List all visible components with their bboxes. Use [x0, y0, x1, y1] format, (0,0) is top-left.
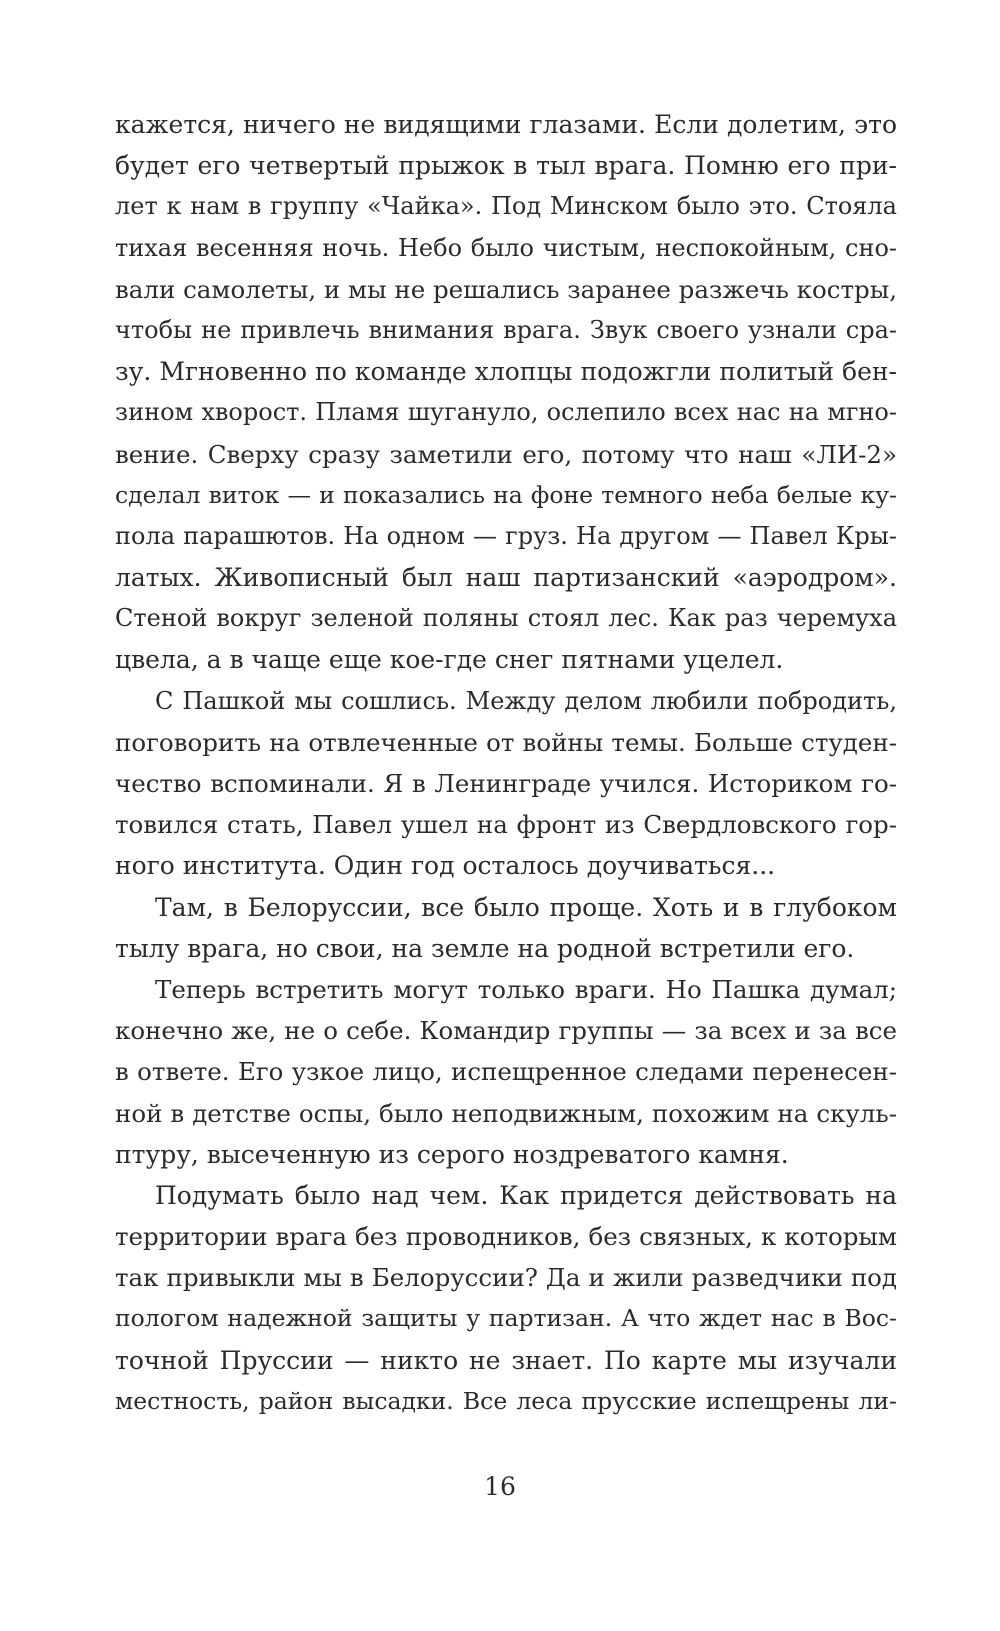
text-line: местность, район высадки. Все леса прусские испещрены ли- — [115, 1386, 897, 1415]
text-line: зином хворост. Пламя шугануло, ослепило всех нас на мгно- — [115, 398, 897, 427]
text-line: пологом надежной защиты у партизан. А что ждет нас в Вос- — [115, 1304, 897, 1333]
text-line: чтобы не привлечь внимания врага. Звук своего узнали сра- — [115, 315, 897, 344]
text-line: в ответе. Его узкое лицо, испещренное следами перенесен- — [115, 1057, 897, 1087]
paragraph-first-line: Теперь встретить могут только враги. Но Пашка думал; — [155, 974, 897, 1004]
text-line: кажется, ничего не видящими глазами. Если долетим, это — [115, 110, 897, 139]
text-line: поговорить на отвлеченные от войны темы. Больше студен- — [115, 727, 897, 757]
text-line: лет к нам в группу «Чайка». Под Минском было это. Стояла — [115, 192, 897, 221]
text-line: территории врага без проводников, без связных, к которым — [115, 1222, 897, 1252]
text-line: тылу врага, но свои, на земле на родной встретили его. — [115, 933, 855, 963]
paragraph-first-line: С Пашкой мы сошлись. Между делом любили побродить, — [155, 686, 897, 715]
text-line: вение. Сверху сразу заметили его, потому что наш «ЛИ-2» — [115, 439, 897, 469]
text-line: птуру, высеченную из серого ноздреватого камня. — [115, 1139, 789, 1169]
text-line: зу. Мгновенно по команде хлопцы подожгли политый бен- — [115, 357, 897, 387]
text-line: вали самолеты, и мы не решались заранее разжечь костры, — [115, 274, 897, 304]
paragraph-first-line: Подумать было над чем. Как придется действовать на — [155, 1180, 897, 1210]
paragraph-first-line: Там, в Белоруссии, все было проще. Хоть и в глубоком — [155, 892, 897, 922]
text-line: чество вспоминали. Я в Ленинграде учился. Историком го- — [115, 769, 897, 798]
text-line: сделал виток — и показались на фоне темного неба белые ку- — [115, 480, 897, 509]
text-line: так привыкли мы в Белоруссии? Да и жили разведчики под — [115, 1263, 897, 1293]
text-line: пола парашютов. На одном — груз. На другом — Павел Кры- — [115, 521, 897, 550]
text-line: конечно же, не о себе. Командир группы — за всех и за все — [115, 1016, 897, 1046]
text-line: будет его четвертый прыжок в тыл врага. Помню его при- — [115, 151, 897, 181]
page-number: 16 — [484, 1472, 516, 1501]
text-line: ного института. Один год осталось доучиваться... — [115, 851, 776, 881]
text-line: тихая весенняя ночь. Небо было чистым, неспокойным, сно- — [115, 233, 897, 262]
text-line: точной Пруссии — никто не знает. По карте мы изучали — [115, 1345, 897, 1375]
text-line: латых. Живописный был наш партизанский «аэродром». — [115, 563, 897, 593]
text-line: ной в детстве оспы, было неподвижным, похожим на скуль- — [115, 1098, 897, 1128]
page-text — [115, 104, 897, 1422]
text-line: товился стать, Павел ушел на фронт из Свердловского гор- — [115, 810, 897, 840]
text-line: цвела, а в чаще еще кое-где снег пятнами уцелел. — [115, 645, 784, 675]
text-line: Стеной вокруг зеленой поляны стоял лес. Как раз черемуха — [115, 604, 897, 633]
